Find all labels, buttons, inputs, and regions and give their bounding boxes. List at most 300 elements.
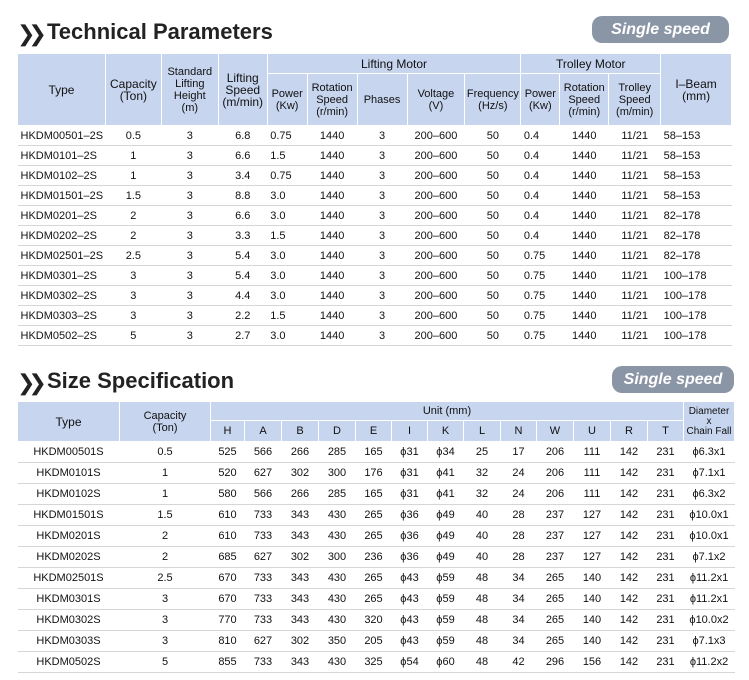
table-row (18, 610, 735, 631)
table-cell: 231 (648, 631, 684, 652)
table-cell: 296 (537, 652, 574, 673)
table-cell: 34 (501, 631, 537, 652)
table-row (18, 146, 732, 166)
table-cell: 237 (537, 505, 574, 526)
table-cell: 3 (161, 266, 218, 286)
table-cell: 48 (464, 652, 501, 673)
table-cell: 627 (245, 547, 282, 568)
technical-parameters-body (18, 126, 732, 346)
col-type: Type (18, 402, 120, 442)
col-dim-r: R (611, 421, 648, 442)
table-cell: 520 (211, 463, 245, 484)
table-cell: 343 (282, 568, 319, 589)
col-diameter-chain-fall: Diameter x Chain Fall (684, 402, 735, 442)
table-cell: 3.0 (267, 186, 307, 206)
table-cell: 32 (464, 484, 501, 505)
table-cell: 2 (105, 226, 161, 246)
col-lm-frequency: Frequency (Hz/s) (465, 74, 521, 126)
table-cell: 231 (648, 547, 684, 568)
table-cell: ϕ31 (392, 442, 428, 463)
size-specification-table (17, 401, 735, 673)
table-cell: 733 (245, 526, 282, 547)
table-cell: 3.0 (267, 266, 307, 286)
table-cell: 11/21 (609, 246, 661, 266)
table-cell: 1440 (560, 226, 609, 246)
col-lm-rotation: Rotation Speed (r/min) (307, 74, 357, 126)
table-cell: ϕ7.1x1 (684, 463, 735, 484)
table-cell: 1.5 (105, 186, 161, 206)
table-cell: 156 (574, 652, 611, 673)
size-specification-body (18, 442, 735, 673)
table-cell: 430 (319, 568, 356, 589)
table-cell: 3 (120, 589, 211, 610)
table-cell: 140 (574, 589, 611, 610)
table-row (18, 484, 735, 505)
table-cell: 566 (245, 442, 282, 463)
group-trolley-motor: Trolley Motor (521, 54, 661, 74)
table-cell: 3 (105, 286, 161, 306)
table-cell: 11/21 (609, 126, 661, 146)
table-cell: 231 (648, 568, 684, 589)
table-cell: 11/21 (609, 186, 661, 206)
table-cell: 50 (465, 126, 521, 146)
table-cell: ϕ49 (428, 526, 464, 547)
table-cell: 11/21 (609, 146, 661, 166)
table-cell: 3 (120, 631, 211, 652)
table-cell: 165 (356, 484, 392, 505)
table-cell: 2 (105, 206, 161, 226)
table-cell: ϕ41 (428, 463, 464, 484)
table-cell: 3 (357, 306, 407, 326)
table-cell: 3.0 (267, 286, 307, 306)
table-row (18, 126, 732, 146)
table-cell: 34 (501, 589, 537, 610)
table-cell: 142 (611, 568, 648, 589)
table-cell: 0.75 (521, 286, 560, 306)
table-cell: 11/21 (609, 206, 661, 226)
table-cell: 1 (120, 463, 211, 484)
table-cell: 1440 (560, 326, 609, 346)
table-cell: 142 (611, 610, 648, 631)
table-cell: 5.4 (218, 266, 267, 286)
col-tm-power: Power (Kw) (521, 74, 560, 126)
table-cell: 343 (282, 610, 319, 631)
table-cell: 3 (161, 166, 218, 186)
table-cell: 1440 (560, 126, 609, 146)
model-cell: HKDM0101S (18, 463, 120, 484)
table-row (18, 442, 735, 463)
table-cell: 343 (282, 652, 319, 673)
table-cell: ϕ11.2x1 (684, 589, 735, 610)
table-cell: 1440 (560, 266, 609, 286)
table-cell: 1440 (307, 226, 357, 246)
table-cell: 430 (319, 652, 356, 673)
table-cell: 200–600 (407, 246, 465, 266)
table-cell: 300 (319, 547, 356, 568)
table-cell: 610 (211, 526, 245, 547)
table-cell: 48 (464, 631, 501, 652)
table-cell: 50 (465, 326, 521, 346)
model-cell: HKDM0303S (18, 631, 120, 652)
table-cell: 3 (357, 226, 407, 246)
table-cell: 1440 (307, 286, 357, 306)
table-cell: 111 (574, 463, 611, 484)
model-cell: HKDM0102–2S (18, 166, 106, 186)
col-dim-e: E (356, 421, 392, 442)
table-cell: 231 (648, 442, 684, 463)
model-cell: HKDM0502–2S (18, 326, 106, 346)
model-cell: HKDM01501S (18, 505, 120, 526)
table-cell: 265 (356, 568, 392, 589)
table-cell: 3.3 (218, 226, 267, 246)
col-lm-voltage: Voltage (V) (407, 74, 465, 126)
table-cell: 3 (161, 186, 218, 206)
col-lifting-speed: Lifting Speed (m/min) (218, 54, 267, 126)
table-cell: ϕ7.1x2 (684, 547, 735, 568)
table-row (18, 463, 735, 484)
table-cell: 3 (105, 306, 161, 326)
table-cell: 1440 (560, 186, 609, 206)
table-cell: 670 (211, 568, 245, 589)
table-row (18, 652, 735, 673)
table-cell: ϕ36 (392, 505, 428, 526)
col-dim-b: B (282, 421, 319, 442)
table-cell: 733 (245, 568, 282, 589)
col-capacity: Capacity (Ton) (120, 402, 211, 442)
table-cell: ϕ43 (392, 631, 428, 652)
table-cell: 1.5 (267, 306, 307, 326)
model-cell: HKDM0202–2S (18, 226, 106, 246)
table-cell: 300 (319, 463, 356, 484)
double-chevron-icon: ❯❯ (17, 371, 40, 396)
table-cell: 265 (356, 505, 392, 526)
table-cell: 3 (357, 266, 407, 286)
table-cell: 50 (465, 286, 521, 306)
col-dim-t: T (648, 421, 684, 442)
table-cell: 0.75 (267, 166, 307, 186)
model-cell: HKDM01501–2S (18, 186, 106, 206)
table-cell: 142 (611, 442, 648, 463)
table-cell: 50 (465, 306, 521, 326)
table-cell: 6.6 (218, 206, 267, 226)
table-cell: 165 (356, 442, 392, 463)
model-cell: HKDM0201S (18, 526, 120, 547)
table-cell: 3 (357, 166, 407, 186)
table-row (18, 226, 732, 246)
table-cell: 1440 (560, 166, 609, 186)
table-cell: 265 (537, 631, 574, 652)
table-cell: 142 (611, 505, 648, 526)
table-cell: 206 (537, 442, 574, 463)
table-cell: 237 (537, 547, 574, 568)
col-tm-trolley-speed: Trolley Speed (m/min) (609, 74, 661, 126)
table-cell: 142 (611, 631, 648, 652)
table-cell: 770 (211, 610, 245, 631)
table-cell: 0.4 (521, 206, 560, 226)
table-cell: 4.4 (218, 286, 267, 306)
table-cell: 231 (648, 589, 684, 610)
size-specification-header (0, 367, 749, 397)
table-cell: ϕ31 (392, 484, 428, 505)
table-cell: 200–600 (407, 166, 465, 186)
table-cell: 3 (357, 206, 407, 226)
table-cell: 1440 (307, 166, 357, 186)
table-cell: 3 (357, 146, 407, 166)
table-cell: ϕ41 (428, 484, 464, 505)
group-lifting-motor: Lifting Motor (267, 54, 521, 74)
table-cell: 82–178 (661, 246, 732, 266)
table-row (18, 589, 735, 610)
table-cell: 343 (282, 589, 319, 610)
table-cell: 32 (464, 463, 501, 484)
col-dim-d: D (319, 421, 356, 442)
table-cell: 2.5 (120, 568, 211, 589)
table-cell: 1440 (307, 126, 357, 146)
table-cell: 1440 (560, 206, 609, 226)
model-cell: HKDM0101–2S (18, 146, 106, 166)
table-cell: 142 (611, 526, 648, 547)
table-cell: 0.75 (521, 306, 560, 326)
col-dim-w: W (537, 421, 574, 442)
table-cell: 5.4 (218, 246, 267, 266)
table-cell: 1440 (307, 146, 357, 166)
table-cell: 25 (464, 442, 501, 463)
model-cell: HKDM02501–2S (18, 246, 106, 266)
table-cell: 320 (356, 610, 392, 631)
table-cell: 3 (120, 610, 211, 631)
table-cell: 48 (464, 589, 501, 610)
table-cell: 0.75 (521, 326, 560, 346)
table-cell: 265 (537, 568, 574, 589)
model-cell: HKDM00501S (18, 442, 120, 463)
table-cell: 3 (161, 206, 218, 226)
table-cell: 200–600 (407, 306, 465, 326)
table-cell: 231 (648, 484, 684, 505)
table-row (18, 186, 732, 206)
table-row (18, 286, 732, 306)
table-cell: 200–600 (407, 266, 465, 286)
table-cell: 325 (356, 652, 392, 673)
table-cell: 1440 (560, 146, 609, 166)
table-cell: 50 (465, 226, 521, 246)
table-cell: 3 (357, 326, 407, 346)
table-cell: 11/21 (609, 266, 661, 286)
table-cell: 733 (245, 652, 282, 673)
table-cell: 685 (211, 547, 245, 568)
table-cell: 142 (611, 463, 648, 484)
table-cell: 265 (537, 610, 574, 631)
table-cell: 200–600 (407, 126, 465, 146)
table-cell: 142 (611, 547, 648, 568)
table-cell: ϕ59 (428, 568, 464, 589)
table-cell: 1440 (307, 206, 357, 226)
table-cell: 1440 (307, 246, 357, 266)
table-cell: 0.5 (120, 442, 211, 463)
col-ibeam: I–Beam (mm) (661, 54, 732, 126)
table-cell: 176 (356, 463, 392, 484)
table-cell: 1440 (307, 326, 357, 346)
table-cell: 50 (465, 146, 521, 166)
table-cell: 670 (211, 589, 245, 610)
table-cell: 5 (120, 652, 211, 673)
table-cell: 100–178 (661, 266, 732, 286)
table-cell: 266 (282, 484, 319, 505)
table-cell: 430 (319, 610, 356, 631)
col-dim-k: K (428, 421, 464, 442)
table-cell: 1440 (307, 266, 357, 286)
col-capacity: Capacity (Ton) (105, 54, 161, 126)
table-cell: 231 (648, 652, 684, 673)
table-cell: 430 (319, 505, 356, 526)
table-cell: 111 (574, 484, 611, 505)
table-cell: 82–178 (661, 206, 732, 226)
col-lm-phases: Phases (357, 74, 407, 126)
table-cell: 2.5 (105, 246, 161, 266)
table-cell: ϕ11.2x2 (684, 652, 735, 673)
table-cell: ϕ59 (428, 610, 464, 631)
table-cell: 610 (211, 505, 245, 526)
col-dim-u: U (574, 421, 611, 442)
table-cell: 48 (464, 610, 501, 631)
table-cell: 3.0 (267, 206, 307, 226)
table-cell: 733 (245, 589, 282, 610)
table-cell: ϕ6.3x2 (684, 484, 735, 505)
table-cell: 34 (501, 568, 537, 589)
col-dim-h: H (211, 421, 245, 442)
col-dim-a: A (245, 421, 282, 442)
table-cell: 3 (357, 286, 407, 306)
table-cell: 140 (574, 610, 611, 631)
table-cell: 285 (319, 442, 356, 463)
table-cell: ϕ31 (392, 463, 428, 484)
table-cell: 0.4 (521, 186, 560, 206)
table-cell: 231 (648, 610, 684, 631)
table-cell: 50 (465, 166, 521, 186)
table-cell: 1440 (560, 286, 609, 306)
model-cell: HKDM0102S (18, 484, 120, 505)
table-cell: ϕ54 (392, 652, 428, 673)
table-cell: 3 (161, 146, 218, 166)
table-row (18, 166, 732, 186)
double-chevron-icon: ❯❯ (17, 22, 40, 47)
single-speed-badge: Single speed (612, 366, 734, 393)
table-cell: 1440 (560, 246, 609, 266)
table-cell: ϕ43 (392, 589, 428, 610)
table-cell: 200–600 (407, 286, 465, 306)
technical-parameters-table (17, 53, 732, 346)
table-cell: 3 (161, 306, 218, 326)
table-cell: 236 (356, 547, 392, 568)
section-title: Size Specification (47, 368, 235, 393)
table-cell: 2 (120, 547, 211, 568)
table-cell: 265 (537, 589, 574, 610)
table-cell: 127 (574, 505, 611, 526)
table-cell: 1440 (560, 306, 609, 326)
table-cell: 200–600 (407, 206, 465, 226)
table-cell: ϕ10.0x2 (684, 610, 735, 631)
single-speed-badge: Single speed (592, 16, 729, 43)
model-cell: HKDM0202S (18, 547, 120, 568)
table-cell: 3.0 (267, 326, 307, 346)
table-cell: 3 (357, 246, 407, 266)
table-cell: 11/21 (609, 326, 661, 346)
table-cell: 627 (245, 463, 282, 484)
table-cell: 142 (611, 484, 648, 505)
table-cell: 111 (574, 442, 611, 463)
table-row (18, 246, 732, 266)
table-cell: 302 (282, 547, 319, 568)
table-row (18, 326, 732, 346)
table-cell: 3 (161, 226, 218, 246)
table-cell: 430 (319, 526, 356, 547)
table-cell: 1 (120, 484, 211, 505)
group-unit-mm: Unit (mm) (211, 402, 684, 421)
table-cell: 140 (574, 631, 611, 652)
table-cell: 1.5 (267, 226, 307, 246)
table-row (18, 631, 735, 652)
table-cell: 50 (465, 266, 521, 286)
table-cell: ϕ7.1x3 (684, 631, 735, 652)
table-cell: ϕ49 (428, 547, 464, 568)
table-cell: 34 (501, 610, 537, 631)
table-cell: 2.7 (218, 326, 267, 346)
table-cell: 50 (465, 206, 521, 226)
table-cell: ϕ36 (392, 526, 428, 547)
table-cell: 0.75 (521, 246, 560, 266)
table-cell: 2.2 (218, 306, 267, 326)
table-cell: 266 (282, 442, 319, 463)
table-cell: 855 (211, 652, 245, 673)
table-cell: 231 (648, 505, 684, 526)
table-cell: 1 (105, 166, 161, 186)
table-cell: 3.0 (267, 246, 307, 266)
table-row (18, 266, 732, 286)
table-row (18, 306, 732, 326)
table-cell: 205 (356, 631, 392, 652)
table-cell: 142 (611, 589, 648, 610)
table-cell: 231 (648, 463, 684, 484)
section-title: Technical Parameters (47, 19, 273, 44)
table-cell: 285 (319, 484, 356, 505)
table-cell: ϕ43 (392, 568, 428, 589)
table-cell: 48 (464, 568, 501, 589)
model-cell: HKDM0301–2S (18, 266, 106, 286)
table-cell: 2 (120, 526, 211, 547)
table-cell: 28 (501, 505, 537, 526)
table-cell: ϕ49 (428, 505, 464, 526)
model-cell: HKDM0302–2S (18, 286, 106, 306)
table-cell: ϕ10.0x1 (684, 526, 735, 547)
table-row (18, 206, 732, 226)
table-cell: 8.8 (218, 186, 267, 206)
table-cell: 24 (501, 484, 537, 505)
table-cell: 3 (161, 126, 218, 146)
table-cell: 0.4 (521, 126, 560, 146)
table-cell: 40 (464, 547, 501, 568)
table-cell: ϕ59 (428, 631, 464, 652)
table-cell: 11/21 (609, 226, 661, 246)
table-cell: ϕ11.2x1 (684, 568, 735, 589)
table-cell: ϕ6.3x1 (684, 442, 735, 463)
col-dim-l: L (464, 421, 501, 442)
model-cell: HKDM0302S (18, 610, 120, 631)
table-cell: 265 (356, 589, 392, 610)
table-cell: 28 (501, 547, 537, 568)
table-row (18, 547, 735, 568)
col-dim-i: I (392, 421, 428, 442)
table-cell: 733 (245, 505, 282, 526)
table-cell: 566 (245, 484, 282, 505)
